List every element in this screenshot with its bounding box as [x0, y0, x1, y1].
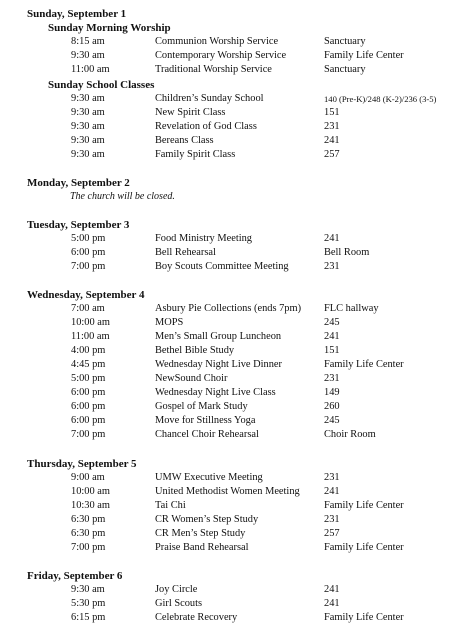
- event-time: 6:30 pm: [71, 528, 106, 539]
- event-time: 6:00 pm: [71, 247, 106, 258]
- event-name: UMW Executive Meeting: [155, 472, 263, 483]
- event-room: 241: [324, 584, 340, 595]
- event-room: 241: [324, 598, 340, 609]
- event-time: 6:00 pm: [71, 387, 106, 398]
- event-name: CR Women’s Step Study: [155, 514, 259, 525]
- event-name: Joy Circle: [155, 584, 198, 595]
- event-name: Bethel Bible Study: [155, 345, 235, 356]
- event-name: Food Ministry Meeting: [155, 233, 252, 244]
- event-name: Family Spirit Class: [155, 149, 236, 160]
- event-time: 5:00 pm: [71, 233, 106, 244]
- event-time: 4:45 pm: [71, 359, 106, 370]
- day-heading: Thursday, September 5: [27, 458, 137, 470]
- event-name: Men’s Small Group Luncheon: [155, 331, 282, 342]
- event-name: Praise Band Rehearsal: [155, 542, 249, 553]
- event-name: MOPS: [155, 317, 184, 328]
- event-time: 7:00 pm: [71, 261, 106, 272]
- event-room: 231: [324, 373, 340, 384]
- event-room: 149: [324, 387, 340, 398]
- event-time: 6:15 pm: [71, 612, 106, 623]
- event-room: 257: [324, 528, 340, 539]
- event-name: Traditional Worship Service: [155, 64, 272, 75]
- day-heading: Tuesday, September 3: [27, 219, 130, 231]
- event-room: 241: [324, 486, 340, 497]
- event-time: 5:00 pm: [71, 373, 106, 384]
- event-room: Family Life Center: [324, 359, 404, 370]
- event-room: Family Life Center: [324, 542, 404, 553]
- event-time: 6:30 pm: [71, 514, 106, 525]
- event-room: Family Life Center: [324, 612, 404, 623]
- event-time: 9:30 am: [71, 135, 105, 146]
- event-time: 11:00 am: [71, 331, 110, 342]
- event-name: Children’s Sunday School: [155, 93, 264, 104]
- event-time: 5:30 pm: [71, 598, 106, 609]
- event-name: Bereans Class: [155, 135, 214, 146]
- event-time: 4:00 pm: [71, 345, 106, 356]
- day-heading: Friday, September 6: [27, 570, 123, 582]
- event-room: Bell Room: [324, 247, 370, 258]
- event-room: Choir Room: [324, 429, 376, 440]
- event-time: 10:30 am: [71, 500, 110, 511]
- event-name: New Spirit Class: [155, 107, 226, 118]
- event-name: Boy Scouts Committee Meeting: [155, 261, 289, 272]
- event-name: Wednesday Night Live Class: [155, 387, 276, 398]
- event-name: Tai Chi: [155, 500, 186, 511]
- event-room: 140 (Pre-K)/248 (K-2)/236 (3-5): [324, 94, 437, 104]
- event-time: 6:00 pm: [71, 415, 106, 426]
- event-room: 151: [324, 107, 340, 118]
- event-room: 231: [324, 121, 340, 132]
- event-name: Contemporary Worship Service: [155, 50, 287, 61]
- section-subheading: Sunday Morning Worship: [48, 22, 171, 34]
- event-room: FLC hallway: [324, 303, 379, 314]
- event-name: NewSound Choir: [155, 373, 228, 384]
- event-name: Gospel of Mark Study: [155, 401, 248, 412]
- event-room: Sanctuary: [324, 64, 366, 75]
- section-subheading: Sunday School Classes: [48, 79, 155, 91]
- event-name: Asbury Pie Collections (ends 7pm): [155, 303, 302, 314]
- event-room: 257: [324, 149, 340, 160]
- event-name: Revelation of God Class: [155, 121, 257, 132]
- event-time: 10:00 am: [71, 317, 110, 328]
- event-room: 260: [324, 401, 340, 412]
- event-name: United Methodist Women Meeting: [155, 486, 300, 497]
- closure-note: The church will be closed.: [70, 191, 175, 202]
- event-name: CR Men’s Step Study: [155, 528, 246, 539]
- event-time: 8:15 am: [71, 36, 105, 47]
- event-name: Wednesday Night Live Dinner: [155, 359, 282, 370]
- event-room: 241: [324, 135, 340, 146]
- day-heading: Monday, September 2: [27, 177, 130, 189]
- event-time: 9:00 am: [71, 472, 105, 483]
- event-time: 9:30 am: [71, 93, 105, 104]
- event-time: 9:30 am: [71, 107, 105, 118]
- event-room: 231: [324, 514, 340, 525]
- event-room: Sanctuary: [324, 36, 366, 47]
- event-room: 245: [324, 317, 340, 328]
- event-name: Bell Rehearsal: [155, 247, 216, 258]
- event-room: 231: [324, 261, 340, 272]
- event-time: 7:00 am: [71, 303, 105, 314]
- event-room: Family Life Center: [324, 50, 404, 61]
- event-time: 9:30 am: [71, 50, 105, 61]
- event-time: 9:30 am: [71, 121, 105, 132]
- event-name: Chancel Choir Rehearsal: [155, 429, 259, 440]
- day-heading: Wednesday, September 4: [27, 289, 145, 301]
- event-name: Move for Stillness Yoga: [155, 415, 256, 426]
- event-room: 245: [324, 415, 340, 426]
- event-time: 7:00 pm: [71, 429, 106, 440]
- event-room: 241: [324, 233, 340, 244]
- event-name: Celebrate Recovery: [155, 612, 238, 623]
- event-name: Communion Worship Service: [155, 36, 279, 47]
- event-time: 9:30 am: [71, 584, 105, 595]
- event-time: 9:30 am: [71, 149, 105, 160]
- event-time: 7:00 pm: [71, 542, 106, 553]
- event-name: Girl Scouts: [155, 598, 203, 609]
- event-room: 231: [324, 472, 340, 483]
- event-time: 10:00 am: [71, 486, 110, 497]
- event-time: 6:00 pm: [71, 401, 106, 412]
- event-room: Family Life Center: [324, 500, 404, 511]
- day-heading: Sunday, September 1: [27, 8, 127, 20]
- event-room: 151: [324, 345, 340, 356]
- event-time: 11:00 am: [71, 64, 110, 75]
- event-room: 241: [324, 331, 340, 342]
